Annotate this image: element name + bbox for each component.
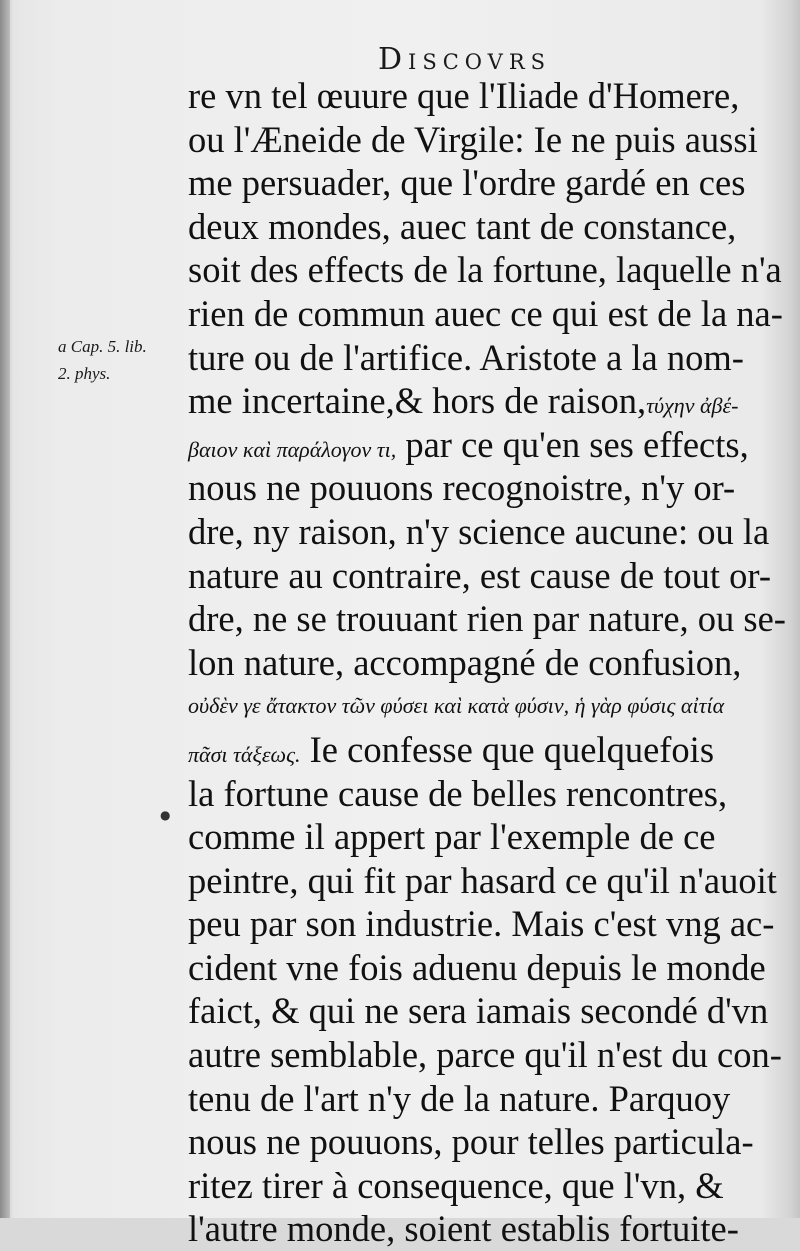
text-line: deux mondes, auec tant de constance, bbox=[188, 205, 737, 247]
text-line: nous ne pouuons, pour telles particula- bbox=[188, 1121, 754, 1163]
marginal-note-1: a Cap. 5. lib. bbox=[58, 337, 147, 356]
text-line: dre, ny raison, n'y science aucune: ou la bbox=[188, 510, 770, 552]
text-line: rien de commun auec ce qui est de la na- bbox=[188, 292, 783, 334]
body-text bbox=[188, 74, 788, 1251]
marginal-note-2: 2. phys. bbox=[58, 364, 111, 383]
text-line: ture ou de l'artifice. Aristote a la nom- bbox=[188, 336, 744, 378]
text-line: dre, ne se trouuant rien par nature, ou se- bbox=[188, 598, 786, 640]
text-line: ou l'Æneide de Virgile: Ie ne puis aussi bbox=[188, 118, 758, 160]
text-line: autre semblable, parce qu'il n'est du con- bbox=[188, 1034, 782, 1076]
text-line: la fortune cause de belles rencontres, bbox=[188, 772, 728, 814]
text-line bbox=[188, 423, 788, 467]
text-line: ritez tirer à consequence, que l'vn, & bbox=[188, 1164, 724, 1206]
text-line: nous ne pouuons recognoistre, n'y or- bbox=[188, 467, 736, 509]
text-line bbox=[188, 728, 788, 772]
text-segment: Ie confesse que quelquefois bbox=[300, 728, 715, 770]
text-line bbox=[188, 379, 788, 423]
page-binding-edge bbox=[0, 0, 10, 1218]
running-header: Discovrs bbox=[378, 42, 552, 77]
text-line: me persuader, que l'ordre gardé en ces bbox=[188, 162, 746, 204]
greek-segment: τύχην ἀβέ- bbox=[646, 393, 739, 419]
text-line: l'autre monde, soient establis fortuite- bbox=[188, 1208, 739, 1250]
ink-dot: ● bbox=[160, 808, 171, 822]
text-line: tenu de l'art n'y de la nature. Parquoy bbox=[188, 1077, 731, 1119]
text-line: soit des effects de la fortune, laquelle n'a bbox=[188, 249, 782, 291]
text-segment: me incertaine,& hors de raison, bbox=[188, 380, 647, 422]
greek-segment: βαιον καὶ παράλογον τι, bbox=[188, 436, 397, 462]
text-line: comme il appert par l'exemple de ce bbox=[188, 816, 716, 858]
greek-segment: πᾶσι τάξεως. bbox=[188, 741, 301, 767]
text-line: peintre, qui fit par hasard ce qu'il n'auoit bbox=[188, 859, 777, 901]
text-line: re vn tel œuure que l'Iliade d'Homere, bbox=[188, 75, 740, 116]
text-line: nature au contraire, est cause de tout or- bbox=[188, 554, 772, 596]
text-line: peu par son industrie. Mais c'est vng ac- bbox=[188, 903, 775, 945]
text-line: cident vne fois aduenu depuis le monde bbox=[188, 946, 766, 988]
greek-line: οὐδὲν γε ἄτακτον τῶν φύσει καὶ κατὰ φύσιν, ἡ γὰρ φύσις αἰτία bbox=[188, 693, 725, 719]
text-segment: par ce qu'en ses effects, bbox=[396, 423, 749, 465]
text-line: faict, & qui ne sera iamais secondé d'vn bbox=[188, 990, 769, 1032]
text-line: lon nature, accompagné de confusion, bbox=[188, 641, 742, 683]
